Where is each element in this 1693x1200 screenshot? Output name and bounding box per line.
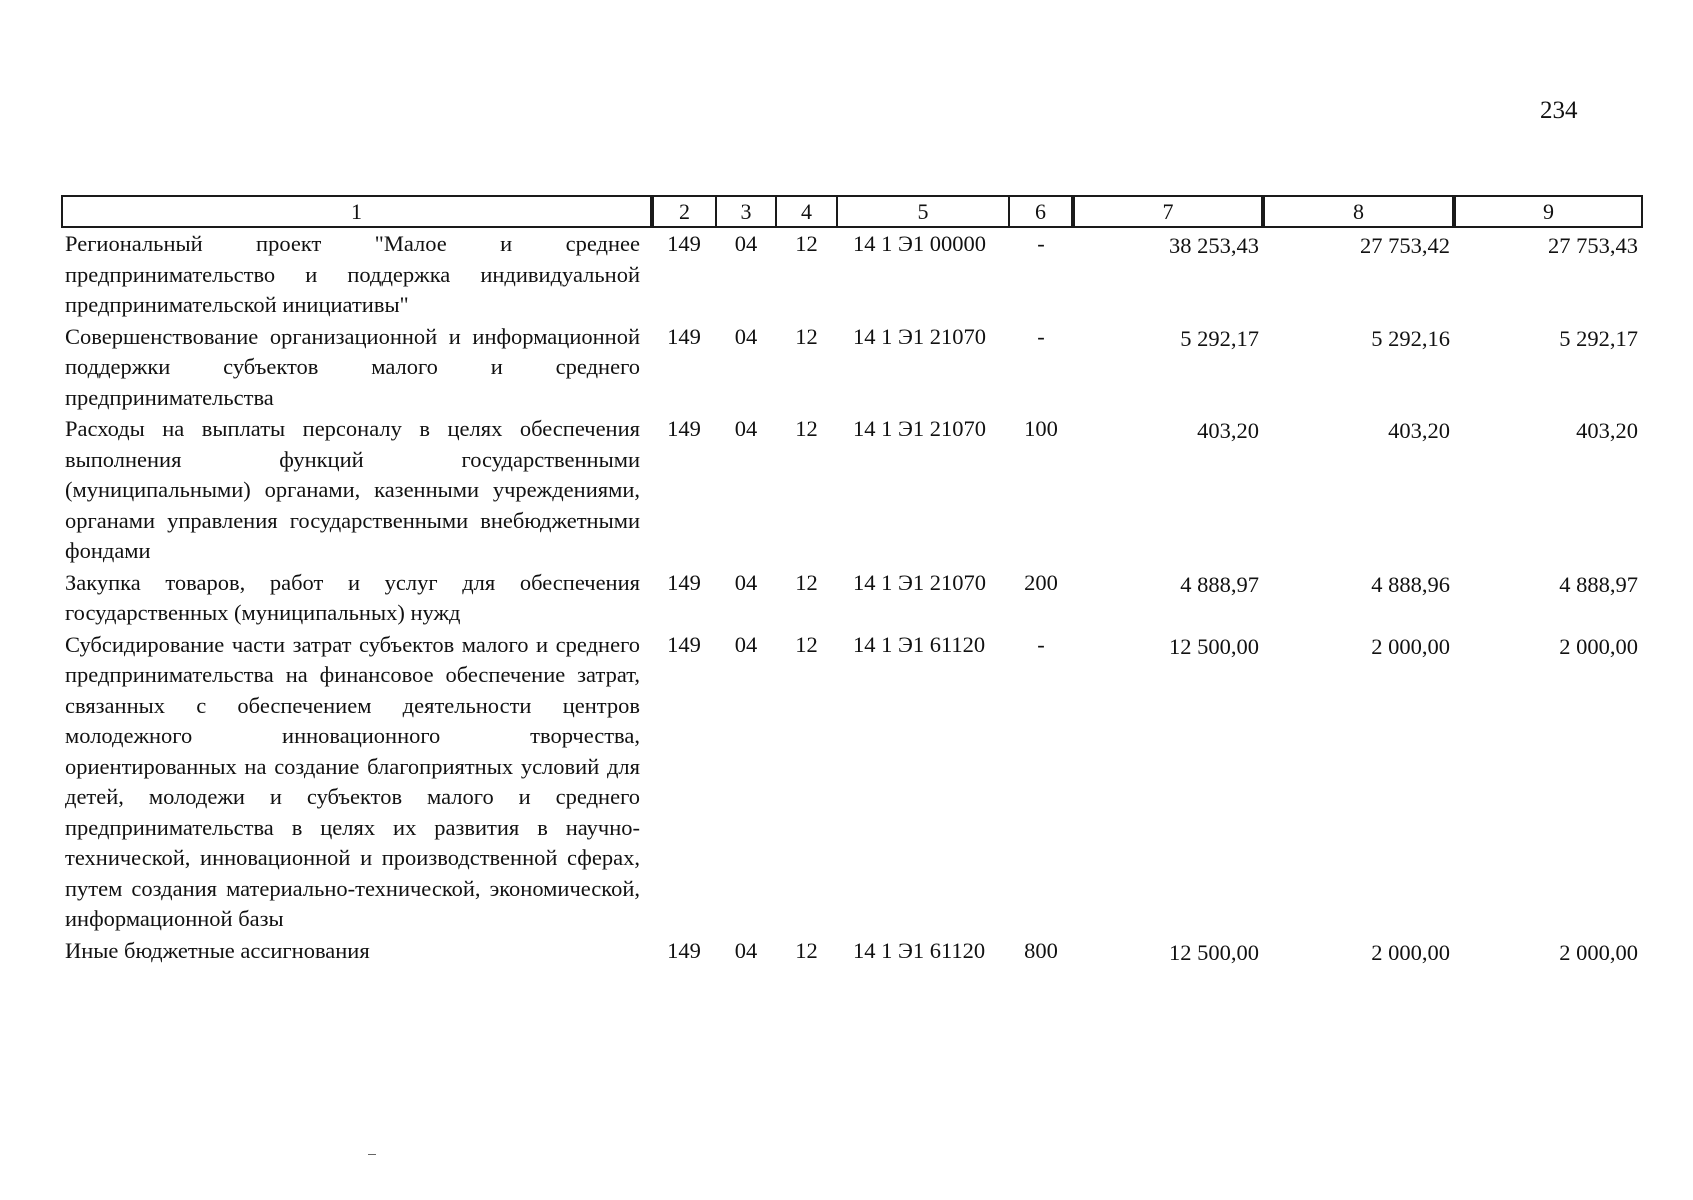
header-col-5: 5 (837, 196, 1009, 227)
row-code-6: 100 (1024, 416, 1058, 441)
row-code-5: 14 1 Э1 21070 (853, 569, 986, 595)
row-amount-9: 2 000,00 (1559, 939, 1638, 965)
header-col-8: 8 (1263, 196, 1454, 227)
header-col-2: 2 (652, 196, 716, 227)
row-amount-8: 2 000,00 (1371, 939, 1450, 965)
row-code-4: 12 (795, 323, 818, 349)
row-code-3: 04 (734, 231, 758, 256)
row-code-2: 149 (667, 323, 701, 349)
row-code-6: 800 (1024, 937, 1058, 963)
row-amount-7: 4 888,97 (1180, 571, 1259, 597)
row-name: Субсидирование части затрат субъектов малого и среднего предпринимательства на финансовое обеспечение затрат, связанных с обеспечением деятельности центров молодежного инновационного творчества, ориентированных на создание благоприятных условий для детей, молодежи и субъектов малого и среднего предпринимательства в целях их развития в научно-технической, инновационной и производственной сферах, путем создания материально-технической, экономической, информационной базы (65, 631, 640, 931)
row-amount-8: 5 292,16 (1371, 325, 1450, 351)
header-col-4: 4 (776, 196, 837, 227)
row-name: Региональный проект "Малое и среднее предпринимательство и поддержка индивидуальной предпринимательской инициативы" (65, 231, 640, 317)
row-code-3: 04 (734, 937, 758, 963)
row-code-6: 200 (1024, 569, 1058, 595)
header-row (62, 196, 1642, 227)
row-code-3: 04 (734, 569, 758, 595)
budget-table (61, 195, 1643, 968)
row-name: Иные бюджетные ассигнования (65, 937, 370, 963)
header-col-3: 3 (716, 196, 776, 227)
row-amount-7: 38 253,43 (1169, 233, 1259, 258)
row-amount-9: 27 753,43 (1548, 233, 1638, 258)
row-code-3: 04 (734, 323, 758, 349)
header-col-1: 1 (62, 196, 652, 227)
header-col-9: 9 (1454, 196, 1642, 227)
row-code-2: 149 (667, 631, 701, 657)
row-code-5: 14 1 Э1 21070 (853, 416, 986, 441)
row-amount-7: 12 500,00 (1169, 633, 1259, 659)
row-amount-9: 403,20 (1576, 418, 1638, 443)
row-code-6: - (1037, 323, 1045, 349)
row-code-6: - (1037, 231, 1045, 256)
row-amount-9: 2 000,00 (1559, 633, 1638, 659)
row-amount-7: 403,20 (1197, 418, 1259, 443)
row-code-4: 12 (795, 569, 818, 595)
row-name: Совершенствование организационной и информационной поддержки субъектов малого и среднего предпринимательства (65, 323, 640, 410)
row-code-5: 14 1 Э1 61120 (853, 631, 986, 657)
table-row (62, 227, 1642, 321)
row-name: Расходы на выплаты персоналу в целях обеспечения выполнения функций государственными (муниципальными) органами, казенными учреждениями, органами управления государственными внебюджетными фондами (65, 416, 640, 563)
row-code-5: 14 1 Э1 00000 (853, 231, 986, 256)
row-code-4: 12 (795, 231, 818, 256)
row-amount-9: 5 292,17 (1559, 325, 1638, 351)
row-code-2: 149 (667, 231, 701, 256)
row-code-4: 12 (795, 416, 818, 441)
table-row (62, 629, 1642, 935)
header-col-6: 6 (1009, 196, 1073, 227)
table-row (62, 935, 1642, 969)
header-col-7: 7 (1073, 196, 1263, 227)
row-code-5: 14 1 Э1 21070 (853, 323, 986, 349)
row-code-3: 04 (734, 631, 758, 657)
row-code-2: 149 (667, 937, 701, 963)
row-code-6: - (1037, 631, 1045, 657)
row-amount-9: 4 888,97 (1559, 571, 1638, 597)
table-header (62, 196, 1642, 227)
row-code-3: 04 (734, 416, 758, 441)
row-code-2: 149 (667, 416, 701, 441)
scan-artifact-mark (368, 1154, 376, 1155)
row-code-4: 12 (795, 631, 818, 657)
table-row (62, 413, 1642, 567)
row-amount-7: 12 500,00 (1169, 939, 1259, 965)
row-name: Закупка товаров, работ и услуг для обеспечения государственных (муниципальных) нужд (65, 569, 640, 625)
table-row (62, 321, 1642, 414)
row-amount-8: 27 753,42 (1360, 233, 1450, 258)
budget-table-container (61, 195, 1641, 968)
row-code-2: 149 (667, 569, 701, 595)
table-body (62, 227, 1642, 968)
page-number: 234 (1540, 97, 1578, 124)
row-amount-8: 2 000,00 (1371, 633, 1450, 659)
row-amount-8: 4 888,96 (1371, 571, 1450, 597)
table-row (62, 567, 1642, 629)
row-amount-7: 5 292,17 (1180, 325, 1259, 351)
row-code-4: 12 (795, 937, 818, 963)
row-amount-8: 403,20 (1388, 418, 1450, 443)
row-code-5: 14 1 Э1 61120 (853, 937, 986, 963)
